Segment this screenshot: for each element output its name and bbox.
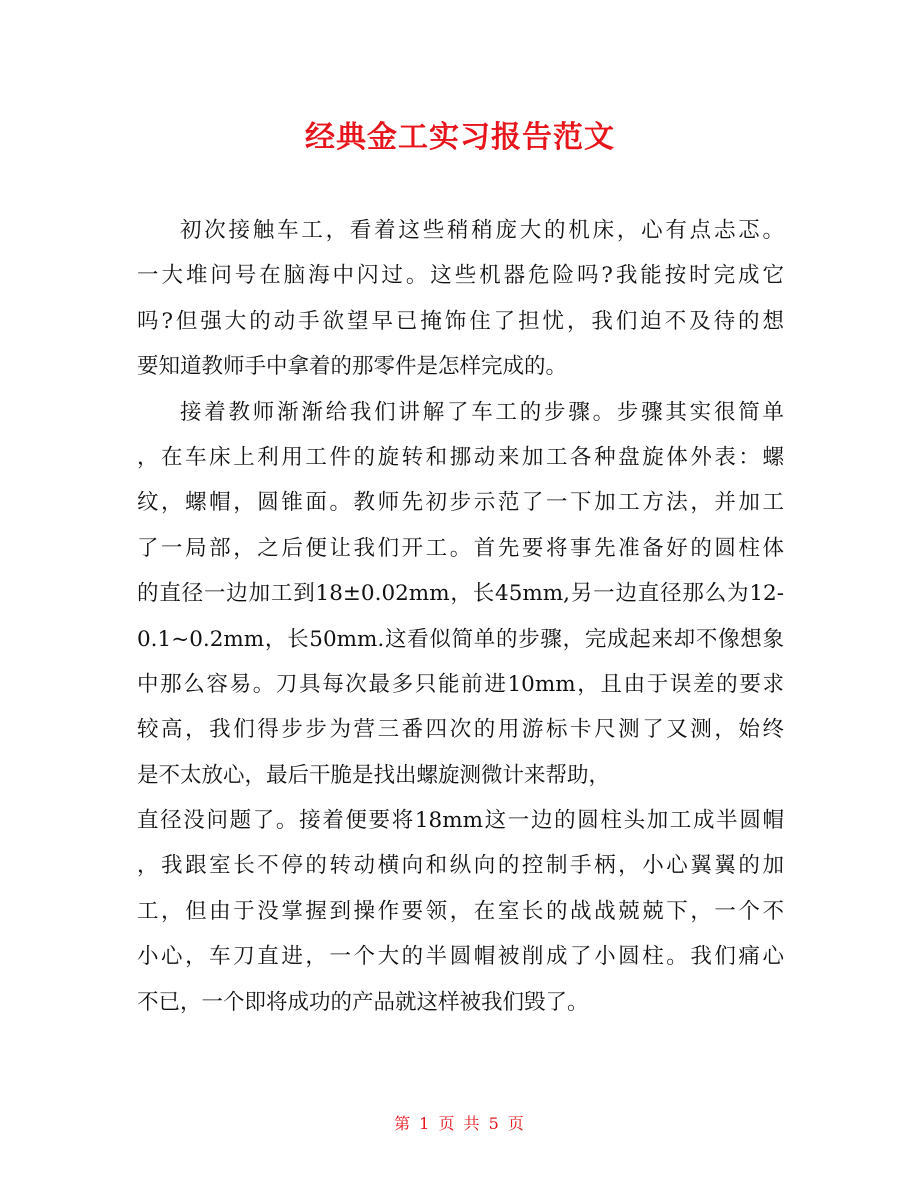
document-body	[137, 208, 784, 1025]
text-line: 工，但由于没掌握到操作要领，在室长的战战兢兢下，一个不	[137, 898, 784, 924]
text-line: 纹，螺帽，圆锥面。教师先初步示范了一下加工方法，并加工	[137, 490, 784, 516]
text-line: 一大堆问号在脑海中闪过。这些机器危险吗?我能按时完成它	[137, 263, 784, 289]
text-line: 小心，车刀直进，一个大的半圆帽被削成了小圆柱。我们痛心	[137, 944, 784, 970]
text-line: 吗?但强大的动手欲望早已掩饰住了担忧，我们迫不及待的想	[137, 308, 784, 334]
text-line: 较高，我们得步步为营三番四次的用游标卡尺测了又测，始终	[137, 717, 784, 743]
page-footer: 第 1 页 共 5 页	[394, 1114, 526, 1133]
text-line: 的直径一边加工到18±0.02mm，长45mm,另一边直径那么为12-	[137, 581, 784, 607]
text-line: 初次接触车工，看着这些稍稍庞大的机床，心有点忐忑。	[180, 218, 784, 243]
text-line: 要知道教师手中拿着的那零件是怎样完成的。	[137, 354, 568, 380]
text-line: 是不太放心，最后干脆是找出螺旋测微计来帮助，	[137, 762, 611, 788]
text-line: 中那么容易。刀具每次最多只能前进10mm，且由于误差的要求	[137, 671, 784, 697]
text-line: ，我跟室长不停的转动横向和纵向的控制手柄，小心翼翼的加	[137, 853, 784, 879]
text-line: 直径没问题了。接着便要将18mm这一边的圆柱头加工成半圆帽	[137, 808, 784, 834]
text-line: 0.1~0.2mm，长50mm.这看似简单的步骤，完成起来却不像想象	[137, 626, 784, 652]
text-line: ，在车床上利用工件的旋转和挪动来加工各种盘旋体外表：螺	[137, 444, 784, 470]
document-title: 经典金工实习报告范文	[305, 120, 615, 155]
text-line: 接着教师渐渐给我们讲解了车工的步骤。步骤其实很简单	[180, 399, 784, 425]
text-line: 不已，一个即将成功的产品就这样被我们毁了。	[137, 989, 589, 1015]
text-line: 了一局部，之后便让我们开工。首先要将事先准备好的圆柱体	[137, 535, 784, 561]
